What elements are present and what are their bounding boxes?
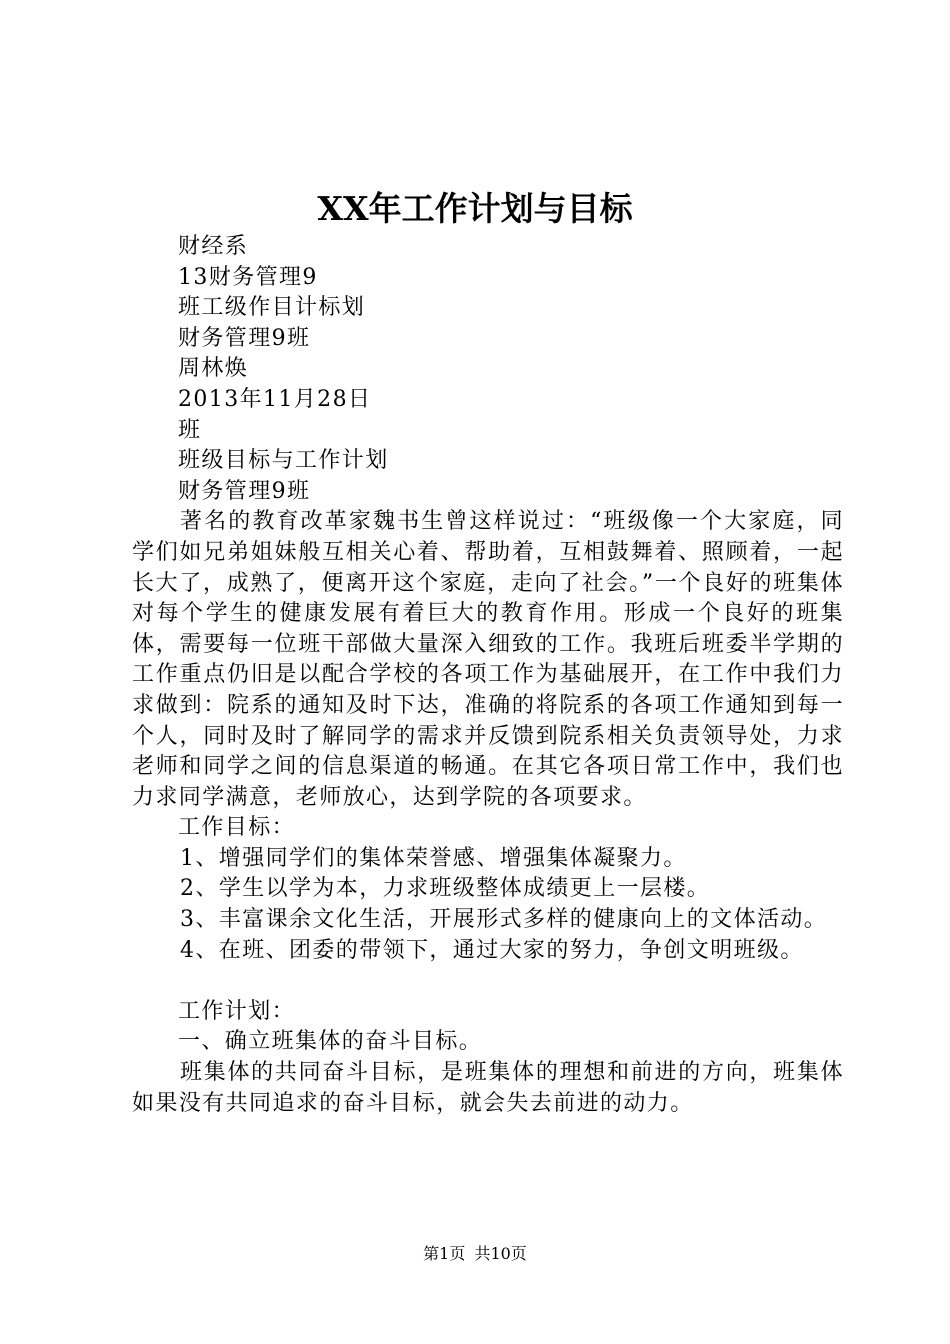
plan-paragraph: 班集体的共同奋斗目标，是班集体的理想和前进的方向，班集体如果没有共同追求的奋斗目标，就会失去前进的动力。 bbox=[132, 1060, 844, 1116]
document-title: XX年工作计划与目标 bbox=[317, 189, 633, 228]
blank-line bbox=[132, 966, 844, 997]
header-line-fragment: 班 bbox=[178, 417, 202, 443]
goal-item: 4、在班、团委的带领下，通过大家的努力，争创文明班级。 bbox=[180, 937, 804, 963]
header-line-class-name: 财务管理9班 bbox=[178, 325, 311, 351]
goal-item: 3、丰富课余文化生活，开展形式多样的健康向上的文体活动。 bbox=[180, 907, 828, 933]
intro-paragraph: 著名的教育改革家魏书生曾这样说过：“班级像一个大家庭，同学们如兄弟姐妹般互相关心着、帮助着，互相鼓舞着、照顾着，一起长大了，成熟了，便离开这个家庭，走向了社会。”一个良好的班集体对每个学生的健康发展有着巨大的教育作用。形成一个良好的班集体，需要每一位班干部做大量深入细致的工作。我班后班委半学期的工作重点仍旧是以配合学校的各项工作为基础展开，在工作中我们力求做到：院系的通知及时下达，准确的将院系的各项工作通知到每一个人，同时及时了解同学的需求并反馈到院系相关负责领导处，力求老师和同学之间的信息渠道的畅通。在其它各项日常工作中，我们也力求同学满意，老师放心，达到学院的各项要求。 bbox=[132, 509, 844, 810]
header-line-class-code: 13财务管理9 bbox=[178, 264, 318, 290]
goal-item: 1、增强同学们的集体荣誉感、增强集体凝聚力。 bbox=[180, 845, 687, 871]
document-body bbox=[132, 232, 844, 1119]
goal-item: 2、学生以学为本，力求班级整体成绩更上一层楼。 bbox=[180, 876, 711, 902]
header-line-class-name-repeat: 财务管理9班 bbox=[178, 478, 311, 504]
header-line-date: 2013年11月28日 bbox=[178, 386, 372, 412]
header-line-author: 周林焕 bbox=[178, 356, 249, 382]
page-footer: 第1页 共10页 bbox=[423, 1244, 527, 1263]
header-line-department: 财经系 bbox=[178, 234, 249, 259]
goals-heading: 工作目标： bbox=[178, 815, 296, 841]
header-line-subtitle: 班级目标与工作计划 bbox=[178, 448, 389, 474]
header-line-scrambled-title: 班工级作目计标划 bbox=[178, 295, 366, 321]
plan-section-heading: 一、确立班集体的奋斗目标。 bbox=[178, 1029, 483, 1055]
plan-heading: 工作计划： bbox=[178, 998, 296, 1024]
